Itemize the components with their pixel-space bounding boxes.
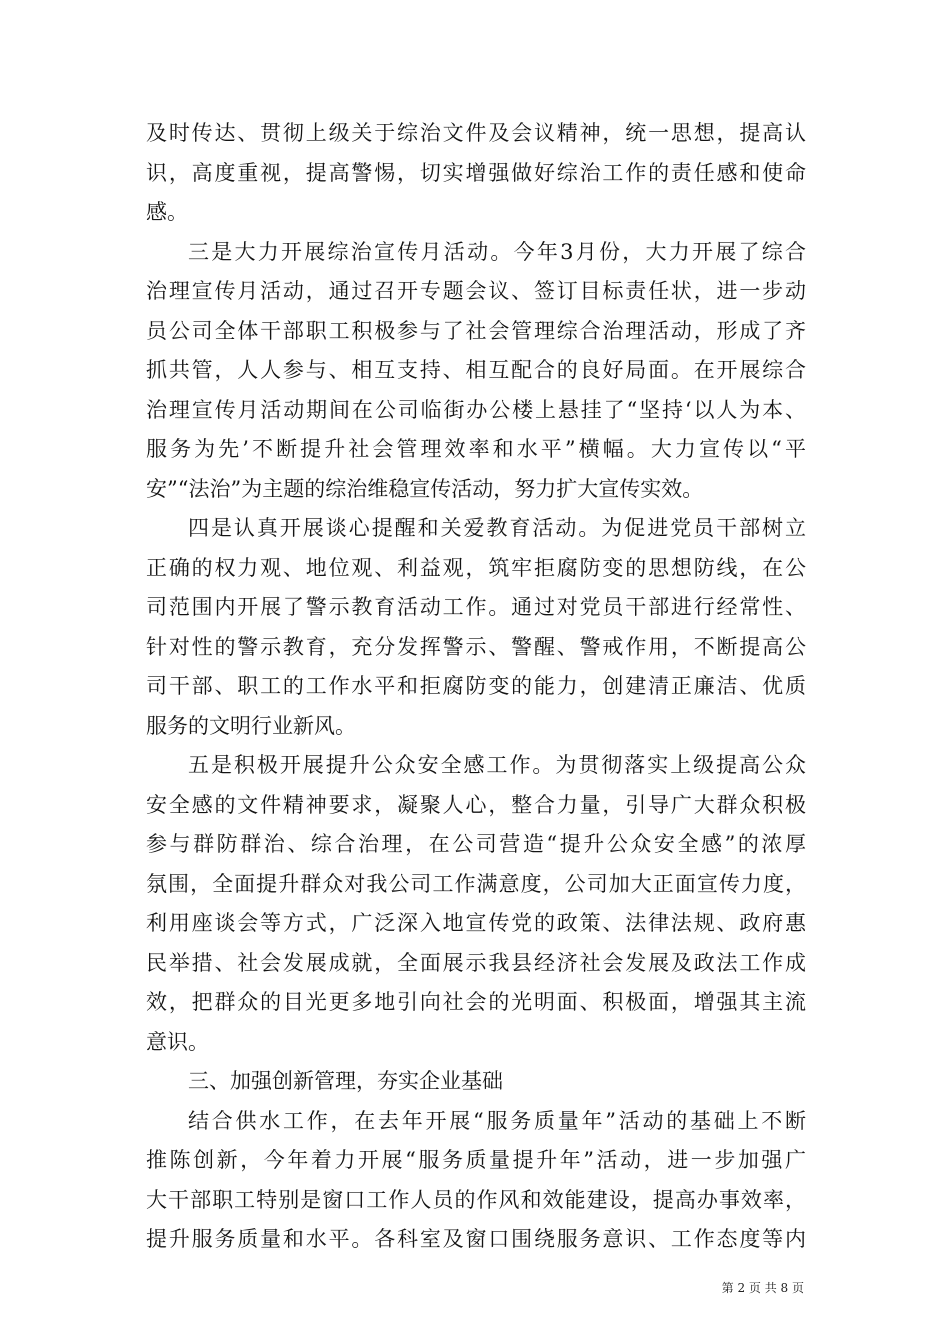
text-line: 利用座谈会等方式，广泛深入地宣传党的政策、法律法规、政府惠: [146, 911, 806, 935]
text-line: 针对性的警示教育，充分发挥警示、警醒、警戒作用，不断提高公: [146, 634, 806, 659]
text-line: 安”“法治”为主题的综治维稳宣传活动，努力扩大宣传实效。: [146, 476, 704, 501]
text-line: 民举措、社会发展成就，全面展示我县经济社会发展及政法工作成: [146, 950, 806, 975]
text-line: 司范围内开展了警示教育活动工作。通过对党员干部进行经常性、: [146, 595, 806, 619]
text-line: 感。: [146, 200, 188, 224]
text-line: 抓共管，人人参与、相互支持、相互配合的良好局面。在开展综合: [146, 358, 806, 382]
text-line: 服务的文明行业新风。: [146, 713, 356, 738]
text-line: 意识。: [146, 1029, 209, 1054]
document-body: [146, 114, 806, 1260]
text-line: 安全感的文件精神要求，凝聚人心，整合力量，引导广大群众积极: [146, 792, 806, 817]
text-line: 治理宣传月活动期间在公司临街办公楼上悬挂了“坚持‘以人为本、: [146, 397, 806, 422]
text-line: 参与群防群治、综合治理，在公司营造“提升公众安全感”的浓厚: [146, 832, 806, 856]
paragraph-start-line: 三是大力开展综治宣传月活动。今年3月份，大力开展了综合: [188, 239, 806, 264]
text-line: 氛围，全面提升群众对我公司工作满意度，公司加大正面宣传力度，: [146, 871, 806, 896]
text-line: 司干部、职工的工作水平和拒腐防变的能力，创建清正廉洁、优质: [146, 674, 806, 698]
text-line: 员公司全体干部职工积极参与了社会管理综合治理活动，形成了齐: [146, 318, 806, 343]
section-heading: 三、加强创新管理，夯实企业基础: [188, 1069, 503, 1093]
paragraph-start-line: 五是积极开展提升公众安全感工作。为贯彻落实上级提高公众: [188, 753, 806, 777]
text-line: 大干部职工特别是窗口工作人员的作风和效能建设，提高办事效率，: [146, 1187, 806, 1212]
text-line: 正确的权力观、地位观、利益观，筑牢拒腐防变的思想防线，在公: [146, 555, 806, 580]
paragraph-start-line: 四是认真开展谈心提醒和关爱教育活动。为促进党员干部树立: [188, 516, 806, 540]
text-line: 提升服务质量和水平。各科室及窗口围绕服务意识、工作态度等内: [146, 1227, 806, 1251]
text-line: 推陈创新，今年着力开展“服务质量提升年”活动，进一步加强广: [146, 1148, 806, 1172]
text-line: 及时传达、贯彻上级关于综治文件及会议精神，统一思想，提高认: [146, 121, 806, 145]
text-line: 治理宣传月活动，通过召开专题会议、签订目标责任状，进一步动: [146, 279, 806, 303]
page-number: 第 2 页 共 8 页: [721, 1281, 804, 1295]
text-line: 效，把群众的目光更多地引向社会的光明面、积极面，增强其主流: [146, 990, 806, 1014]
text-line: 服务为先’不断提升社会管理效率和水平”横幅。大力宣传以“平: [146, 437, 806, 461]
paragraph-start-line: 结合供水工作，在去年开展“服务质量年”活动的基础上不断: [188, 1108, 806, 1133]
text-line: 识，高度重视，提高警惕，切实增强做好综治工作的责任感和使命: [146, 160, 806, 185]
